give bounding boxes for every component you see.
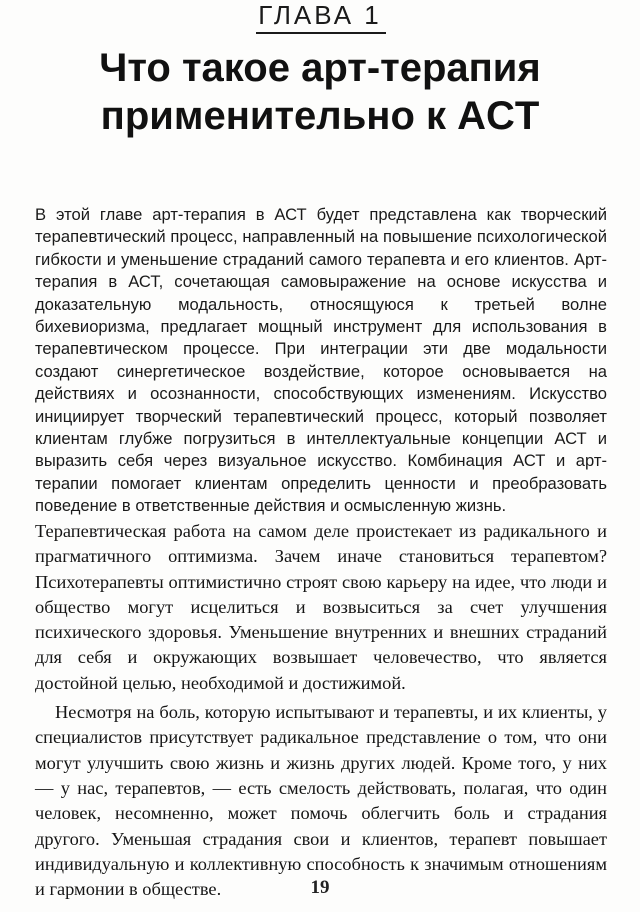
chapter-underline — [256, 32, 386, 34]
chapter-title-line-2: применительно к ACT — [100, 94, 540, 138]
chapter-title — [0, 44, 640, 140]
body-text — [35, 519, 607, 902]
chapter-label: ГЛАВА 1 — [258, 0, 382, 30]
body-paragraph-1: Терапевтическая работа на самом деле проистекает из радикального и прагматичного оптимизма. Зачем иначе становиться терапевтом? Психотерапевты оптимистично строят свою карьеру на идее, что люди и общество могут исцелиться и возвыситься за счет улучшения психического здоровья. Уменьшение внутренних и внешних страданий для себя и окружающих возвышает человечество, что является достойной целью, необходимой и достижимой. — [35, 521, 607, 693]
page-number: 19 — [310, 877, 330, 898]
chapter-title-line-1: Что такое арт-терапия — [99, 46, 541, 90]
body-paragraph-2: Несмотря на боль, которую испытывают и терапевты, и их клиенты, у специалистов присутствует радикальное представление о том, что они могут улучшить свою жизнь и жизнь других людей. Кроме того, у них — у нас, терапевтов, — есть смелость действовать, полагая, что один человек, несомненно, может помочь облегчить боль и страдания другого. Уменьшая страдания свои и клиентов, терапевт повышает индивидуальную и коллективную способность к значимым отношениям и гармонии в обществе. — [35, 702, 607, 900]
chapter-abstract: В этой главе арт-терапия в АСТ будет представлена как творческий терапевтический процесс, направленный на повышение психологической гибкости и уменьшение страданий самого терапевта и его клиентов. Арт-терапия в АСТ, сочетающая самовыражение на основе искусства и доказательную модальность, относящуюся к третьей волне бихевиоризма, предлагает мощный инструмент для использования в терапевтическом процессе. При интеграции эти две модальности создают синергетическое воздействие, которое основывается на действиях и осознанности, способствующих изменениям. Искусство инициирует творческий терапевтический процесс, который позволяет клиентам глубже погрузиться в интеллектуальные концепции АСТ и выразить себя через визуальное искусство. Комбинация АСТ и арт-терапии помогает клиентам определить ценности и преобразовать поведение в ответственные действия и осмысленную жизнь. — [35, 205, 607, 516]
